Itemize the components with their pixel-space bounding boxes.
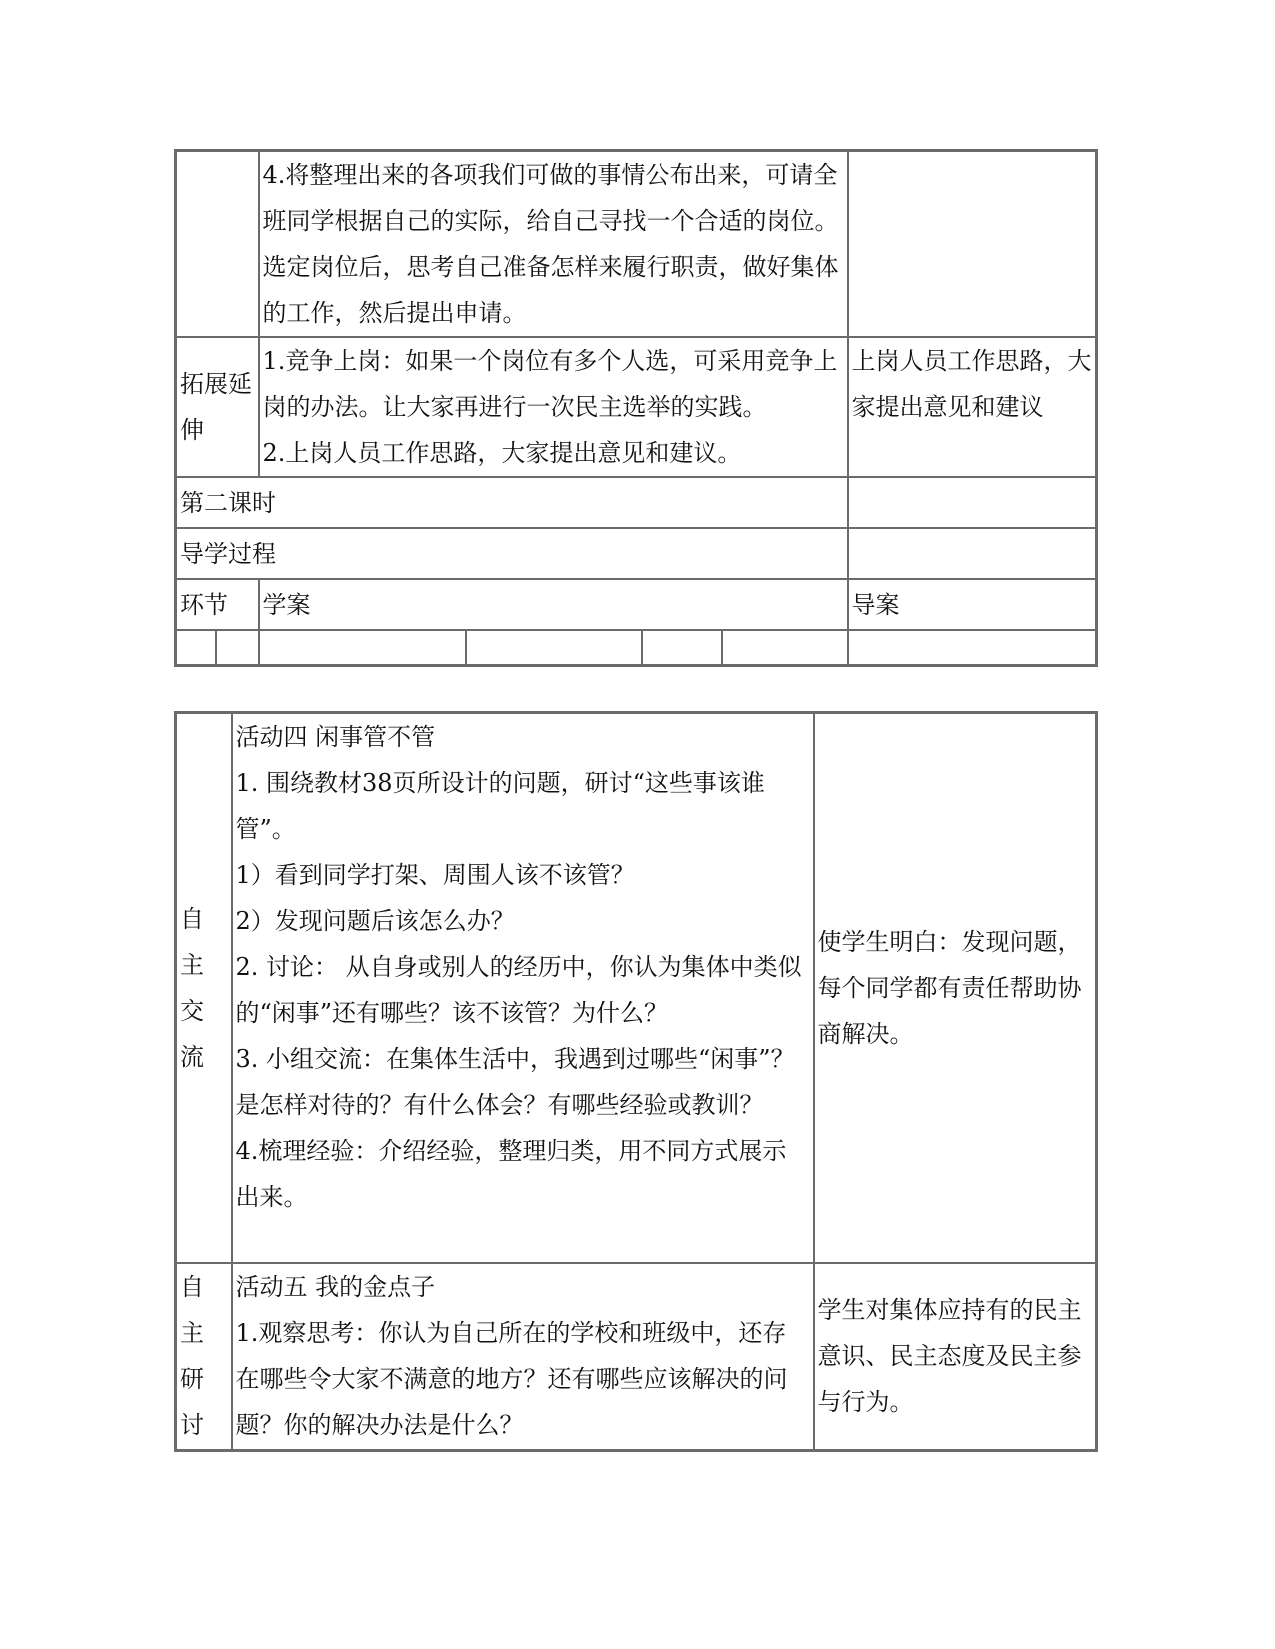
content-line: 3. 小组交流：在集体生活中，我遇到过哪些“闲事”？是怎样对待的？有什么体会？有哪些经验或教训？ xyxy=(235,1045,795,1119)
table-row xyxy=(176,630,1097,665)
content-line: 1.观察思考：你认为自己所在的学校和班级中，还存在哪些令大家不满意的地方？还有哪些应该解决的问题？你的解决办法是什么？ xyxy=(235,1318,788,1439)
content-line: 2.上岗人员工作思路，大家提出意见和建议。 xyxy=(262,439,742,467)
content-line: 1. 围绕教材38页所设计的问题，研讨“这些事该谁管”。 xyxy=(235,769,765,843)
content-line: 活动四 闲事管不管 xyxy=(235,723,436,751)
table-row xyxy=(176,713,1097,1263)
content-line: 1）看到同学打架、周围人该不该管？ xyxy=(235,861,635,889)
guide-cell xyxy=(848,477,1097,528)
content-line: 2. 讨论： 从自身或别人的经历中，你认为集体中类似的“闲事”还有哪些？该不该管？为什么？ xyxy=(235,953,802,1027)
table-row xyxy=(176,477,1097,528)
empty-cell xyxy=(176,630,216,665)
section-title: 导学过程 xyxy=(176,528,848,579)
header-step: 环节 xyxy=(176,579,259,630)
activity-content xyxy=(232,713,814,1263)
step-cell xyxy=(176,151,259,338)
content-line: 1.竞争上岗：如果一个岗位有多个人选，可采用竞争上岗的办法。让大家再进行一次民主选举的实践。 xyxy=(262,347,838,421)
step-label: 自主研讨 xyxy=(176,1263,232,1451)
content-line: 2）发现问题后该怎么办？ xyxy=(235,907,515,935)
table-row xyxy=(176,579,1097,630)
guide-cell xyxy=(848,151,1097,338)
guide-cell: 使学生明白：发现问题，每个同学都有责任帮助协商解决。 xyxy=(814,713,1097,1263)
empty-cell xyxy=(216,630,259,665)
table-row xyxy=(176,337,1097,477)
table-row xyxy=(176,1263,1097,1451)
table-row xyxy=(176,528,1097,579)
empty-cell xyxy=(848,630,1097,665)
step-label: 自主交流 xyxy=(176,713,232,1263)
header-guide-plan: 导案 xyxy=(848,579,1097,630)
guide-cell xyxy=(848,528,1097,579)
empty-cell xyxy=(259,630,466,665)
table-row xyxy=(176,151,1097,338)
lesson-table-top xyxy=(174,149,1098,667)
activity-content xyxy=(259,337,848,477)
step-label: 拓展延伸 xyxy=(176,337,259,477)
lesson-table-bottom xyxy=(174,711,1098,1452)
header-study-plan: 学案 xyxy=(259,579,848,630)
empty-cell xyxy=(642,630,722,665)
activity-content xyxy=(232,1263,814,1451)
content-line: 活动五 我的金点子 xyxy=(235,1272,436,1301)
content-line: 4.梳理经验：介绍经验，整理归类，用不同方式展示出来。 xyxy=(235,1137,787,1211)
activity-content: 4.将整理出来的各项我们可做的事情公布出来，可请全班同学根据自己的实际，给自己寻找一个合适的岗位。选定岗位后，思考自己准备怎样来履行职责，做好集体的工作，然后提出申请。 xyxy=(259,151,848,338)
section-title: 第二课时 xyxy=(176,477,848,528)
guide-cell: 学生对集体应持有的民主意识、民主态度及民主参与行为。 xyxy=(814,1263,1097,1451)
empty-cell xyxy=(466,630,642,665)
guide-cell: 上岗人员工作思路，大家提出意见和建议 xyxy=(848,337,1097,477)
empty-cell xyxy=(722,630,848,665)
